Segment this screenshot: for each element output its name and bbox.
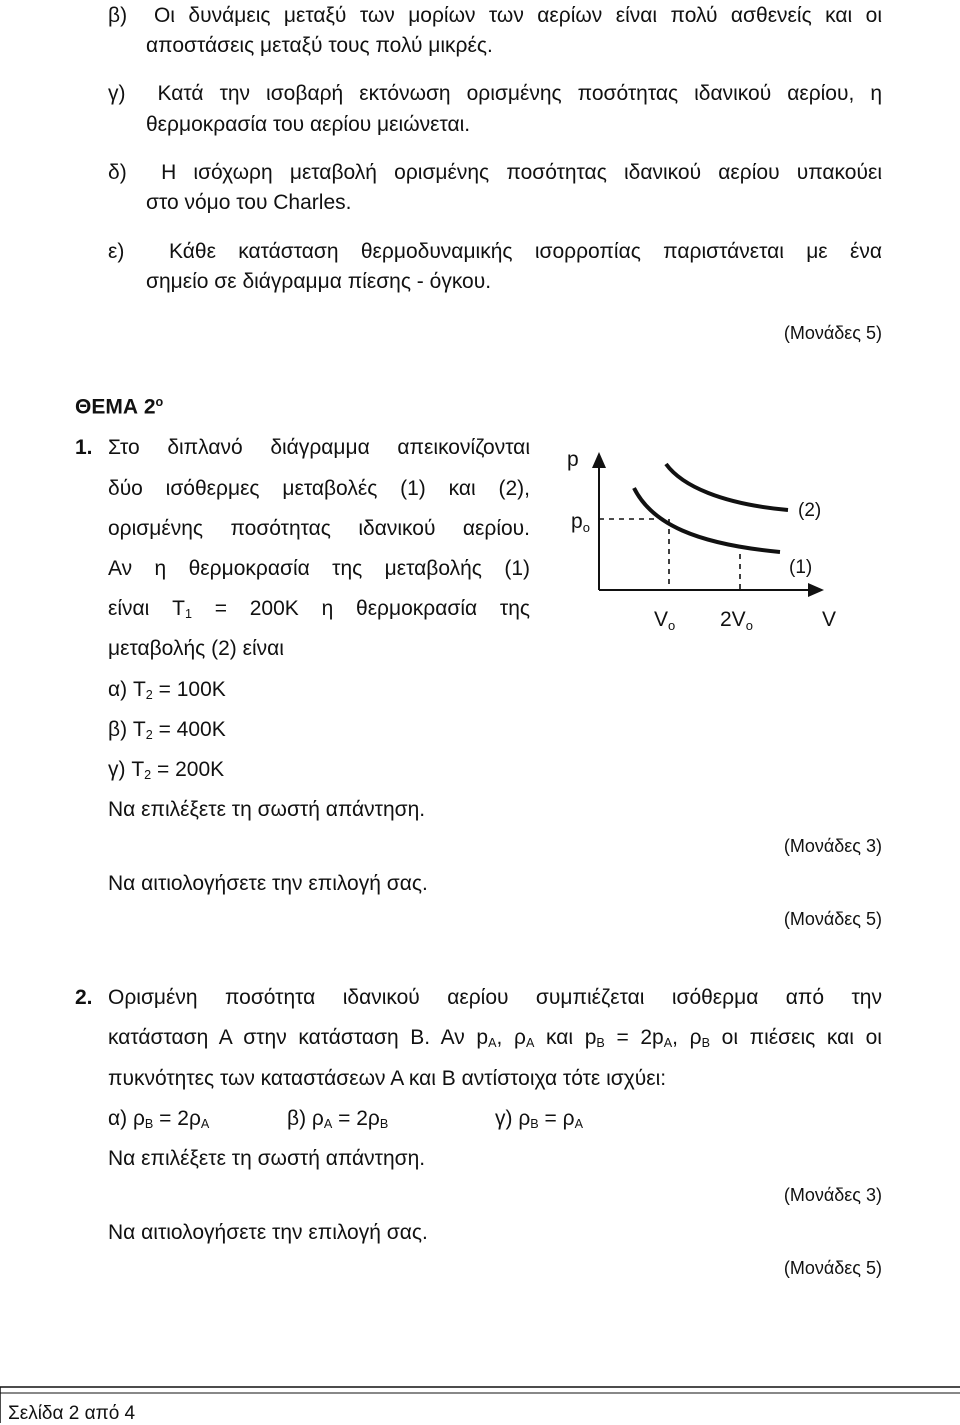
footer-frame <box>0 1386 960 1423</box>
q1-option-c: γ) $T_2 = 200K$ <box>108 758 225 783</box>
q1-marks-justify: (Μονάδες 5) <box>783 909 882 929</box>
q1-line3: ορισμένης ποσότητας ιδανικού αερίου. <box>108 517 530 540</box>
item-beta-line2: αποστάσεις μεταξύ τους πολύ μικρές. <box>146 34 493 57</box>
q1-option-a: α) $T_2 = 100K$ <box>108 678 226 703</box>
isotherm-1-curve <box>634 488 780 552</box>
q2-option-c: γ) $\rho_B = \rho_A$ <box>495 1107 583 1132</box>
q1-marks-choose: (Μονάδες 3) <box>783 836 882 856</box>
footer-page-label: Σελίδα 2 από 4 <box>8 1403 136 1424</box>
q2-number: 2. <box>75 986 93 1009</box>
q1-number: 1. <box>75 436 93 459</box>
q2-marks-choose: (Μονάδες 3) <box>783 1185 882 1205</box>
theme2-title: ΘΕΜΑ $2^o$ <box>75 395 164 419</box>
isotherm-2-curve <box>666 464 788 510</box>
q1-line2: δύο ισόθερμες μεταβολές (1) και (2), <box>108 477 530 500</box>
curve-2-label: (2) <box>798 500 822 521</box>
item-beta-line1: β) Οι δυνάμεις μεταξύ των μορίων των αερίων είναι πολύ ασθενείς και οι <box>108 4 882 27</box>
q1-justify: Να αιτιολογήσετε την επιλογή σας. <box>108 872 428 895</box>
item-delta-line2: στο νόμο του Charles. <box>146 191 352 214</box>
q1-line1: Στο διπλανό διάγραμμα απεικονίζονται <box>108 436 530 459</box>
v0-label: Vo <box>654 608 676 633</box>
item-delta-line1: δ) Η ισόχωρη μεταβολή ορισμένης ποσότητας ιδανικού αερίου υπακούει <box>108 161 882 184</box>
v-axis-arrow-icon <box>808 583 824 597</box>
q1-line6: μεταβολής (2) είναι <box>108 637 284 660</box>
v-axis-label: V <box>822 608 837 631</box>
pv-diagram <box>556 440 856 640</box>
marks-previous: (Μονάδες 5) <box>783 323 882 343</box>
item-epsilon-line1: ε) Κάθε κατάσταση θερμοδυναμικής ισορροπίας παριστάνεται με ένα <box>108 240 882 263</box>
q2-marks-justify: (Μονάδες 5) <box>783 1258 882 1278</box>
q2-line3: πυκνότητες των καταστάσεων Α και Β αντίστοιχα τότε ισχύει: <box>108 1067 667 1090</box>
q2-option-a: α) $\rho_B = 2\rho_A$ <box>108 1107 210 1132</box>
item-gamma-line1: γ) Κατά την ισοβαρή εκτόνωση ορισμένης ποσότητας ιδανικού αερίου, η <box>108 82 882 105</box>
q1-line5: είναι $T_1 = 200K$ η θερμοκρασία της <box>108 597 531 622</box>
curve-1-label: (1) <box>789 557 813 578</box>
q2-choose: Να επιλέξετε τη σωστή απάντηση. <box>108 1147 426 1170</box>
q1-line4: Αν η θερμοκρασία της μεταβολής (1) <box>108 557 530 580</box>
p0-label: po <box>571 510 590 535</box>
v2-label: 2Vo <box>720 608 753 633</box>
q2-justify: Να αιτιολογήσετε την επιλογή σας. <box>108 1221 428 1244</box>
q1-option-b: β) $T_2 = 400K$ <box>108 718 226 743</box>
q2-line2: κατάσταση Α στην κατάσταση Β. Αν $p_A$, $\rho_A$ και $p_B = 2p_A$, $\rho_B$ οι πιέσεις και οι <box>108 1026 882 1051</box>
item-gamma-line2: θερμοκρασία του αερίου μειώνεται. <box>146 113 471 136</box>
p-axis-label: p <box>567 448 579 471</box>
q2-option-b: β) $\rho_A = 2\rho_B$ <box>287 1107 389 1132</box>
item-epsilon-line2: σημείο σε διάγραμμα πίεσης - όγκου. <box>146 270 492 293</box>
q2-line1: Ορισμένη ποσότητα ιδανικού αερίου συμπιέζεται ισόθερμα από την <box>108 986 882 1009</box>
q1-choose: Να επιλέξετε τη σωστή απάντηση. <box>108 798 426 821</box>
p-axis-arrow-icon <box>592 452 606 468</box>
